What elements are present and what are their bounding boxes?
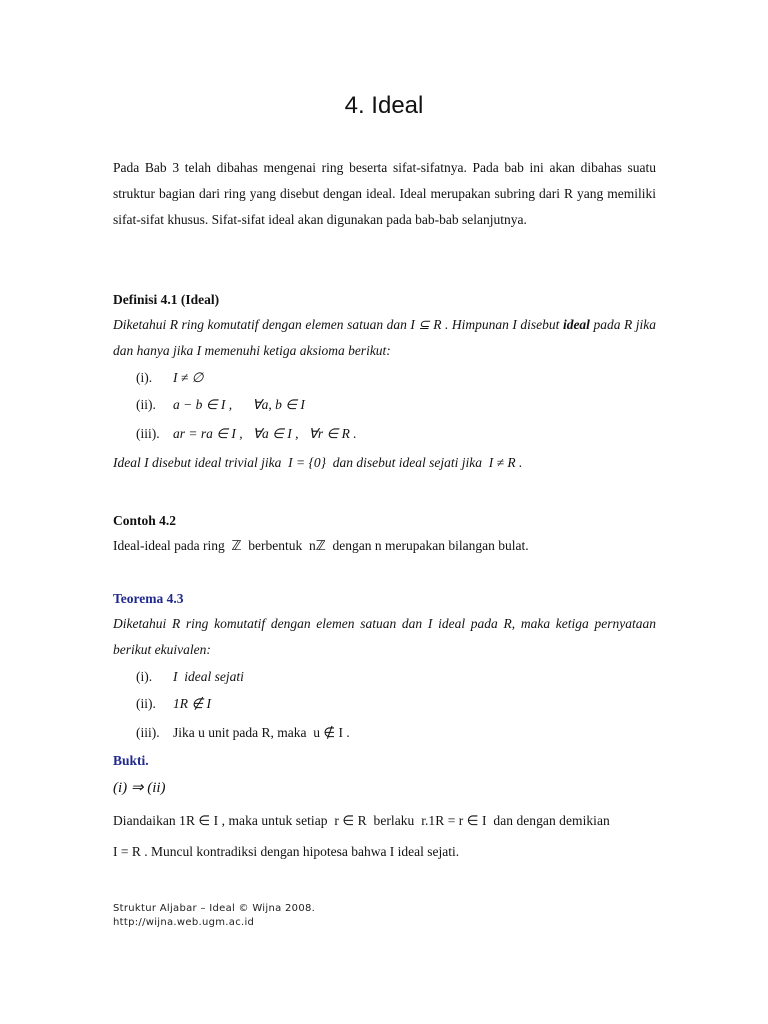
statement-expression: I ideal sejati	[173, 669, 244, 684]
statement-number: (iii).	[136, 725, 160, 740]
axiom-number: (i).	[136, 370, 153, 385]
axiom-expression: ar = ra ∈ I , ∀a ∈ I , ∀r ∈ R .	[173, 426, 357, 441]
intro-paragraph: Pada Bab 3 telah dibahas mengenai ring beserta sifat-sifatnya. Pada bab ini akan dibahas suatu struktur bagian dari ring yang disebut dengan ideal. Ideal merupakan subring dari R yang memiliki sifat-sifat khusus. Sifat-sifat ideal akan digunakan pada bab-bab selanjutnya.	[113, 160, 656, 227]
example-text: Ideal-ideal pada ring ℤ berbentuk nℤ dengan n merupakan bilangan bulat.	[113, 538, 529, 553]
proof-line-2: I = R . Muncul kontradiksi dengan hipotesa bahwa I ideal sejati.	[113, 844, 460, 859]
footer-copyright: Struktur Aljabar – Ideal © Wijna 2008.	[113, 903, 316, 914]
proof-step: (i) ⇒ (ii)	[113, 780, 166, 796]
definition-closing: Ideal I disebut ideal trivial jika I = {0} dan disebut ideal sejati jika I ≠ R .	[113, 455, 523, 470]
axiom-number: (iii).	[136, 426, 160, 441]
definition-heading: Definisi 4.1 (Ideal)	[113, 292, 220, 307]
axiom-expression: a − b ∈ I , ∀a, b ∈ I	[173, 397, 305, 412]
proof-line-1: Diandaikan 1R ∈ I , maka untuk setiap r ∈ R berlaku r.1R = r ∈ I dan dengan demikian	[113, 813, 610, 828]
statement-number: (i).	[136, 669, 153, 684]
footer-url-link[interactable]: http://wijna.web.ugm.ac.id	[113, 917, 255, 928]
definition-axiom-1	[136, 368, 203, 388]
proof-heading: Bukti.	[113, 753, 149, 768]
definition-term: ideal	[562, 317, 590, 332]
definition-text-after: pada R jika dan hanya jika I memenuhi ketiga aksioma berikut:	[113, 317, 656, 358]
statement-number: (ii).	[136, 696, 156, 711]
example-heading: Contoh 4.2	[113, 513, 177, 528]
chapter-title: 4. Ideal	[344, 92, 424, 119]
definition-text-before: Diketahui R ring komutatif dengan elemen satuan dan I ⊆ R . Himpunan I disebut	[113, 317, 563, 332]
page-footer	[113, 902, 315, 930]
theorem-statement-1	[136, 667, 244, 687]
definition-text	[113, 312, 656, 364]
theorem-text: Diketahui R ring komutatif dengan elemen satuan dan I ideal pada R, maka ketiga pernyataan berikut ekuivalen:	[113, 616, 656, 657]
theorem-statement-2	[136, 694, 211, 714]
theorem-statement-3	[136, 723, 350, 743]
axiom-expression: I ≠ ∅	[173, 370, 204, 385]
statement-expression: 1R ∉ I	[173, 696, 212, 711]
statement-expression: Jika u unit pada R, maka u ∉ I .	[173, 725, 350, 740]
theorem-heading: Teorema 4.3	[113, 591, 184, 606]
axiom-number: (ii).	[136, 397, 156, 412]
definition-axiom-3	[136, 424, 357, 444]
definition-axiom-2	[136, 395, 305, 415]
